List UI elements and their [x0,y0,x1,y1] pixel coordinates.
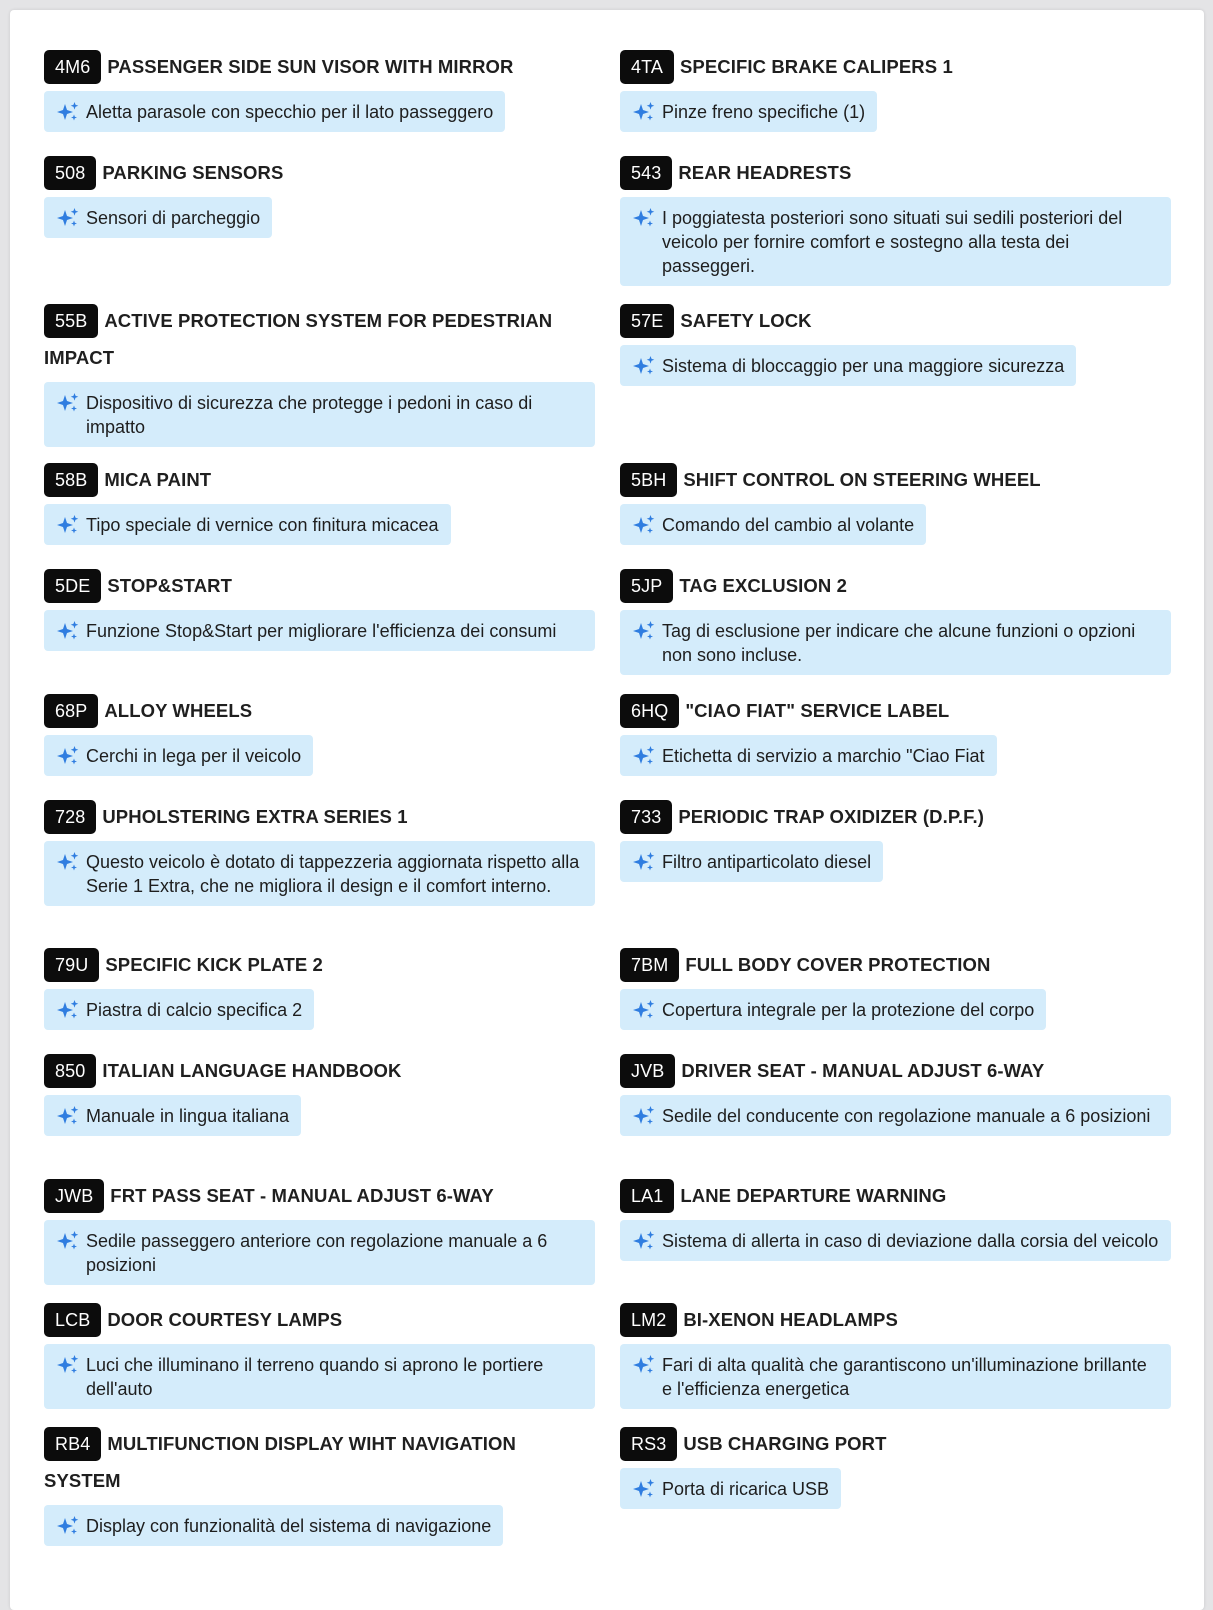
option-item [44,302,595,447]
ai-sparkle-icon [632,1354,656,1376]
option-item [44,798,595,906]
option-code-badge: LA1 [620,1179,674,1213]
option-heading [44,461,595,498]
option-heading [44,154,595,191]
option-heading [620,302,1171,339]
ai-sparkle-icon [56,101,80,123]
option-item [44,1052,595,1136]
option-description-text: Aletta parasole con specchio per il lato passeggero [86,102,494,123]
option-title: ITALIAN LANGUAGE HANDBOOK [102,1060,402,1082]
option-heading [44,946,595,983]
ai-sparkle-icon [632,355,656,377]
option-item [44,461,595,545]
option-description-text: Comando del cambio al volante [662,515,915,536]
option-heading [620,567,1171,604]
option-code-badge: JVB [620,1054,675,1088]
option-description-text: Questo veicolo è dotato di tappezzeria aggiornata rispetto alla Serie 1 Extra, che ne migliora il design e il comfort interno. [86,852,580,897]
option-title: "CIAO FIAT" SERVICE LABEL [685,700,950,722]
ai-sparkle-icon [56,514,80,536]
option-heading [44,1301,595,1338]
option-description [44,1344,595,1409]
option-description [620,610,1171,675]
option-item [620,946,1171,1030]
option-code-badge: RS3 [620,1427,677,1461]
option-description-text: Luci che illuminano il terreno quando si aprono le portiere dell'auto [86,1355,544,1400]
option-heading [44,567,595,604]
option-description [44,1095,301,1136]
option-heading [620,798,1171,835]
ai-sparkle-icon [632,101,656,123]
ai-sparkle-icon [56,851,80,873]
option-code-badge: 733 [620,800,672,834]
option-code-badge: RB4 [44,1427,101,1461]
option-code-badge: 850 [44,1054,96,1088]
option-description-text: Dispositivo di sicurezza che protegge i pedoni in caso di impatto [86,393,533,438]
ai-sparkle-icon [56,1354,80,1376]
option-heading [44,48,595,85]
option-code-badge: 543 [620,156,672,190]
option-code-badge: 5DE [44,569,101,603]
option-code-badge: 508 [44,156,96,190]
ai-sparkle-icon [632,1478,656,1500]
option-description [620,91,877,132]
option-title: SPECIFIC KICK PLATE 2 [105,954,323,976]
option-title: FRT PASS SEAT - MANUAL ADJUST 6-WAY [110,1185,494,1207]
ai-sparkle-icon [632,999,656,1021]
option-code-badge: 5JP [620,569,673,603]
option-heading [620,692,1171,729]
option-title: ALLOY WHEELS [104,700,253,722]
option-item [620,692,1171,776]
option-description [620,1220,1171,1261]
ai-sparkle-icon [56,999,80,1021]
option-heading [620,1301,1171,1338]
option-item [620,1052,1171,1136]
option-title: PERIODIC TRAP OXIDIZER (D.P.F.) [678,806,984,828]
option-item [44,48,595,132]
option-code-badge: 58B [44,463,98,497]
option-description-text: Funzione Stop&Start per migliorare l'efficienza dei consumi [86,621,557,642]
option-description-text: Copertura integrale per la protezione del corpo [662,1000,1035,1021]
option-description-text: Filtro antiparticolato diesel [662,852,872,873]
option-description [44,989,314,1030]
option-description-text: Display con funzionalità del sistema di navigazione [86,1516,492,1537]
option-title: BI-XENON HEADLAMPS [683,1309,898,1331]
option-description [620,735,997,776]
option-title: UPHOLSTERING EXTRA SERIES 1 [102,806,408,828]
option-description-text: Fari di alta qualità che garantiscono un'illuminazione brillante e l'efficienza energetica [662,1355,1147,1400]
option-title: MULTIFUNCTION DISPLAY WIHT NAVIGATION SYSTEM [44,1433,516,1492]
option-item [620,1177,1171,1261]
option-code-badge: 7BM [620,948,679,982]
option-description [620,1468,841,1509]
options-list-card [10,10,1204,1610]
option-item [620,1301,1171,1409]
ai-sparkle-icon [56,207,80,229]
option-code-badge: LCB [44,1303,101,1337]
option-item [620,48,1171,132]
option-code-badge: 68P [44,694,98,728]
option-title: PARKING SENSORS [102,162,284,184]
option-code-badge: 4TA [620,50,674,84]
option-code-badge: JWB [44,1179,104,1213]
ai-sparkle-icon [632,745,656,767]
option-description [44,841,595,906]
option-heading [620,154,1171,191]
option-description-text: Sistema di allerta in caso di deviazione dalla corsia del veicolo [662,1231,1159,1252]
option-code-badge: 728 [44,800,96,834]
option-title: SAFETY LOCK [680,310,812,332]
ai-sparkle-icon [56,1105,80,1127]
option-heading [620,946,1171,983]
option-title: FULL BODY COVER PROTECTION [685,954,991,976]
option-description [620,345,1076,386]
ai-sparkle-icon [56,1230,80,1252]
option-description [44,504,451,545]
option-description [620,989,1046,1030]
option-item [620,1425,1171,1509]
option-code-badge: 4M6 [44,50,101,84]
option-code-badge: 6HQ [620,694,679,728]
option-description [44,382,595,447]
option-item [620,798,1171,882]
option-title: PASSENGER SIDE SUN VISOR WITH MIRROR [107,56,514,78]
ai-sparkle-icon [632,620,656,642]
option-title: SHIFT CONTROL ON STEERING WHEEL [683,469,1041,491]
option-item [44,567,595,651]
ai-sparkle-icon [632,1105,656,1127]
option-title: MICA PAINT [104,469,212,491]
ai-sparkle-icon [632,207,656,229]
option-heading [620,461,1171,498]
ai-sparkle-icon [56,1515,80,1537]
option-description-text: Sistema di bloccaggio per una maggiore sicurezza [662,356,1065,377]
option-heading [620,1425,1171,1462]
option-description [620,1344,1171,1409]
option-description-text: Tag di esclusione per indicare che alcune funzioni o opzioni non sono incluse. [662,621,1136,666]
option-description-text: Cerchi in lega per il veicolo [86,746,302,767]
option-description [44,1505,503,1546]
option-code-badge: 55B [44,304,98,338]
ai-sparkle-icon [632,851,656,873]
option-heading [620,1177,1171,1214]
option-code-badge: 79U [44,948,99,982]
option-heading [44,302,595,376]
option-description-text: Sedile passeggero anteriore con regolazione manuale a 6 posizioni [86,1231,548,1276]
ai-sparkle-icon [632,1230,656,1252]
option-heading [44,1425,595,1499]
option-item [620,154,1171,286]
option-description [44,91,505,132]
option-heading [44,692,595,729]
option-description [44,735,313,776]
option-title: SPECIFIC BRAKE CALIPERS 1 [679,56,953,78]
option-title: REAR HEADRESTS [678,162,852,184]
option-heading [44,1177,595,1214]
option-description [620,197,1171,286]
ai-sparkle-icon [632,514,656,536]
option-description-text: Piastra di calcio specifica 2 [86,1000,303,1021]
option-item [44,1177,595,1285]
option-item [44,946,595,1030]
option-item [620,461,1171,545]
option-description [620,841,883,882]
option-code-badge: 57E [620,304,674,338]
option-title: LANE DEPARTURE WARNING [680,1185,947,1207]
option-description-text: I poggiatesta posteriori sono situati sui sedili posteriori del veicolo per fornire comfort e sostegno alla testa dei passeggeri. [662,208,1123,277]
option-heading [44,798,595,835]
ai-sparkle-icon [56,620,80,642]
option-description [44,197,272,238]
option-item [620,302,1171,386]
option-title: ACTIVE PROTECTION SYSTEM FOR PEDESTRIAN IMPACT [44,310,553,369]
option-description-text: Sedile del conducente con regolazione manuale a 6 posizioni [662,1106,1151,1127]
option-heading [620,1052,1171,1089]
option-title: TAG EXCLUSION 2 [679,575,848,597]
option-description-text: Sensori di parcheggio [86,208,261,229]
option-description-text: Manuale in lingua italiana [86,1106,290,1127]
option-heading [620,48,1171,85]
option-description [620,1095,1171,1136]
option-title: STOP&START [107,575,233,597]
option-description-text: Porta di ricarica USB [662,1479,830,1500]
option-description [620,504,926,545]
option-title: USB CHARGING PORT [683,1433,887,1455]
option-description-text: Etichetta di servizio a marchio "Ciao Fiat [662,746,985,767]
option-code-badge: 5BH [620,463,677,497]
option-code-badge: LM2 [620,1303,677,1337]
option-description [44,610,595,651]
option-item [620,567,1171,675]
option-description-text: Pinze freno specifiche (1) [662,102,866,123]
option-item [44,1301,595,1409]
option-item [44,154,595,238]
ai-sparkle-icon [56,745,80,767]
ai-sparkle-icon [56,392,80,414]
option-item [44,692,595,776]
option-item [44,1425,595,1546]
option-description-text: Tipo speciale di vernice con finitura micacea [86,515,439,536]
option-title: DOOR COURTESY LAMPS [107,1309,343,1331]
option-description [44,1220,595,1285]
option-title: DRIVER SEAT - MANUAL ADJUST 6-WAY [681,1060,1045,1082]
option-heading [44,1052,595,1089]
